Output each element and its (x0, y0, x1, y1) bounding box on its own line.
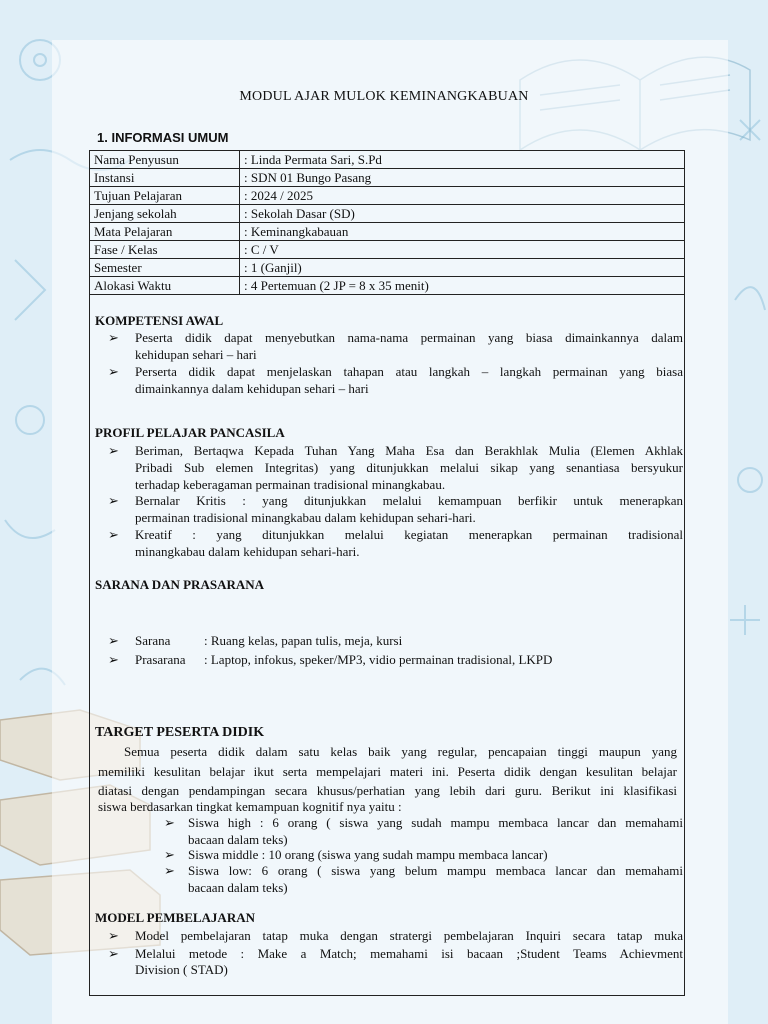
row-value: : C / V (240, 241, 685, 259)
row-value: : Linda Permata Sari, S.Pd (240, 151, 685, 169)
heading-sarana-prasarana: SARANA DAN PRASARANA (95, 577, 265, 592)
target-paragraph-line: diatasi dengan pendampingan secara khusus/perhatian yang lebih dari guru. Berikut ini klasifikasi (98, 783, 677, 798)
list-item (108, 527, 683, 561)
list-item (108, 928, 683, 945)
item-line: Pribadi Sub elemen Integritas) yang ditunjukkan melalui sikap yang senantiasa bersyukur (135, 460, 683, 475)
item-line: kehidupan sehari – hari (135, 347, 257, 362)
table-row (90, 151, 685, 169)
target-paragraph-line: siswa berdasarkan tingkat kemampuan kognitif nya yaitu : (98, 799, 402, 814)
list-item (108, 633, 683, 650)
list-item (108, 443, 683, 494)
target-paragraph-line: memiliki kesulitan belajar ikut serta mempelajari materi ini. Peserta didik dengan kesulitan belajar (98, 764, 677, 779)
bullet-arrow-icon: ➢ (108, 928, 119, 943)
table-row (90, 241, 685, 259)
row-label: Nama Penyusun (90, 151, 240, 169)
info-table (89, 150, 685, 295)
item-line: bacaan dalam teks) (188, 880, 288, 895)
bullet-arrow-icon: ➢ (108, 330, 119, 345)
list-item (164, 815, 683, 849)
heading-model-pembelajaran: MODEL PEMBELAJARAN (95, 910, 255, 925)
row-value: : SDN 01 Bungo Pasang (240, 169, 685, 187)
item-line: Beriman, Bertaqwa Kepada Tuhan Yang Maha Esa dan Berakhlak Mulia (Elemen Akhlak (135, 443, 683, 458)
heading-target-peserta: TARGET PESERTA DIDIK (95, 725, 265, 740)
list-item (108, 652, 683, 669)
table-row (90, 277, 685, 295)
row-label: Alokasi Waktu (90, 277, 240, 295)
bullet-arrow-icon: ➢ (108, 652, 119, 667)
item-line: Perserta didik dapat menjelaskan tahapan atau langkah – langkah permainan yang biasa (135, 364, 683, 379)
bullet-arrow-icon: ➢ (164, 863, 175, 878)
row-value: : 4 Pertemuan (2 JP = 8 x 35 menit) (240, 277, 685, 295)
item-label: Sarana (135, 633, 171, 648)
document-title: MODUL AJAR MULOK KEMINANGKABUAN (239, 89, 529, 104)
row-value: : Sekolah Dasar (SD) (240, 205, 685, 223)
bullet-arrow-icon: ➢ (108, 443, 119, 458)
list-item (108, 330, 683, 364)
item-line: Siswa low: 6 orang ( siswa yang belum mampu membaca lancar dan memahami (188, 863, 683, 878)
row-label: Mata Pelajaran (90, 223, 240, 241)
bullet-arrow-icon: ➢ (108, 493, 119, 508)
row-value: : Keminangkabauan (240, 223, 685, 241)
row-label: Semester (90, 259, 240, 277)
item-line: Melalui metode : Make a Match; memahami isi bacaan ;Student Teams Achievment (135, 946, 683, 961)
heading-profil-pelajar: PROFIL PELAJAR PANCASILA (95, 425, 285, 440)
item-line: terhadap keberagaman permainan tradisional minangkabau. (135, 477, 446, 492)
item-line: dimainkannya dalam kehidupan sehari – hari (135, 381, 369, 396)
bullet-arrow-icon: ➢ (164, 847, 175, 862)
table-row (90, 169, 685, 187)
item-line: permainan tradisional minangkabau dalam kehidupan sehari-hari. (135, 510, 476, 525)
list-item (164, 863, 683, 897)
row-value: : 2024 / 2025 (240, 187, 685, 205)
target-paragraph-line: Semua peserta didik dalam satu kelas baik yang regular, pencapaian tinggi maupun yang (124, 744, 677, 759)
list-item (108, 493, 683, 527)
table-row (90, 187, 685, 205)
row-label: Jenjang sekolah (90, 205, 240, 223)
row-label: Instansi (90, 169, 240, 187)
table-row (90, 259, 685, 277)
list-item (164, 847, 683, 864)
item-line: bacaan dalam teks) (188, 832, 288, 847)
bullet-arrow-icon: ➢ (108, 946, 119, 961)
bullet-arrow-icon: ➢ (108, 527, 119, 542)
bullet-arrow-icon: ➢ (108, 633, 119, 648)
item-line: Siswa high : 6 orang ( siswa yang sudah mampu membaca lancar dan memahami (188, 815, 683, 830)
item-line: Bernalar Kritis : yang ditunjukkan melalui kemampuan berfikir untuk menerapkan (135, 493, 683, 508)
bullet-arrow-icon: ➢ (164, 815, 175, 830)
item-line: Siswa middle : 10 orang (siswa yang sudah mampu membaca lancar) (188, 847, 548, 862)
item-line: Model pembelajaran tatap muka dengan stratergi pembelajaran Inquiri secara tatap muka (135, 928, 683, 943)
item-line: Kreatif : yang ditunjukkan melalui kegiatan menerapkan permainan tradisional (135, 527, 683, 542)
section-heading-informasi-umum: 1. INFORMASI UMUM (97, 130, 229, 145)
item-label: Prasarana (135, 652, 186, 667)
bullet-arrow-icon: ➢ (108, 364, 119, 379)
item-line: Peserta didik dapat menyebutkan nama-nama permainan yang biasa dimainkannya dalam (135, 330, 683, 345)
row-label: Fase / Kelas (90, 241, 240, 259)
item-value: : Ruang kelas, papan tulis, meja, kursi (204, 633, 403, 648)
heading-kompetensi-awal: KOMPETENSI AWAL (95, 313, 224, 328)
table-row (90, 223, 685, 241)
row-label: Tujuan Pelajaran (90, 187, 240, 205)
list-item (108, 364, 683, 398)
table-row (90, 205, 685, 223)
item-line: Division ( STAD) (135, 962, 228, 977)
list-item (108, 946, 683, 980)
item-value: : Laptop, infokus, speker/MP3, vidio permainan tradisional, LKPD (204, 652, 553, 667)
row-value: : 1 (Ganjil) (240, 259, 685, 277)
item-line: minangkabau dalam kehidupan sehari-hari. (135, 544, 360, 559)
